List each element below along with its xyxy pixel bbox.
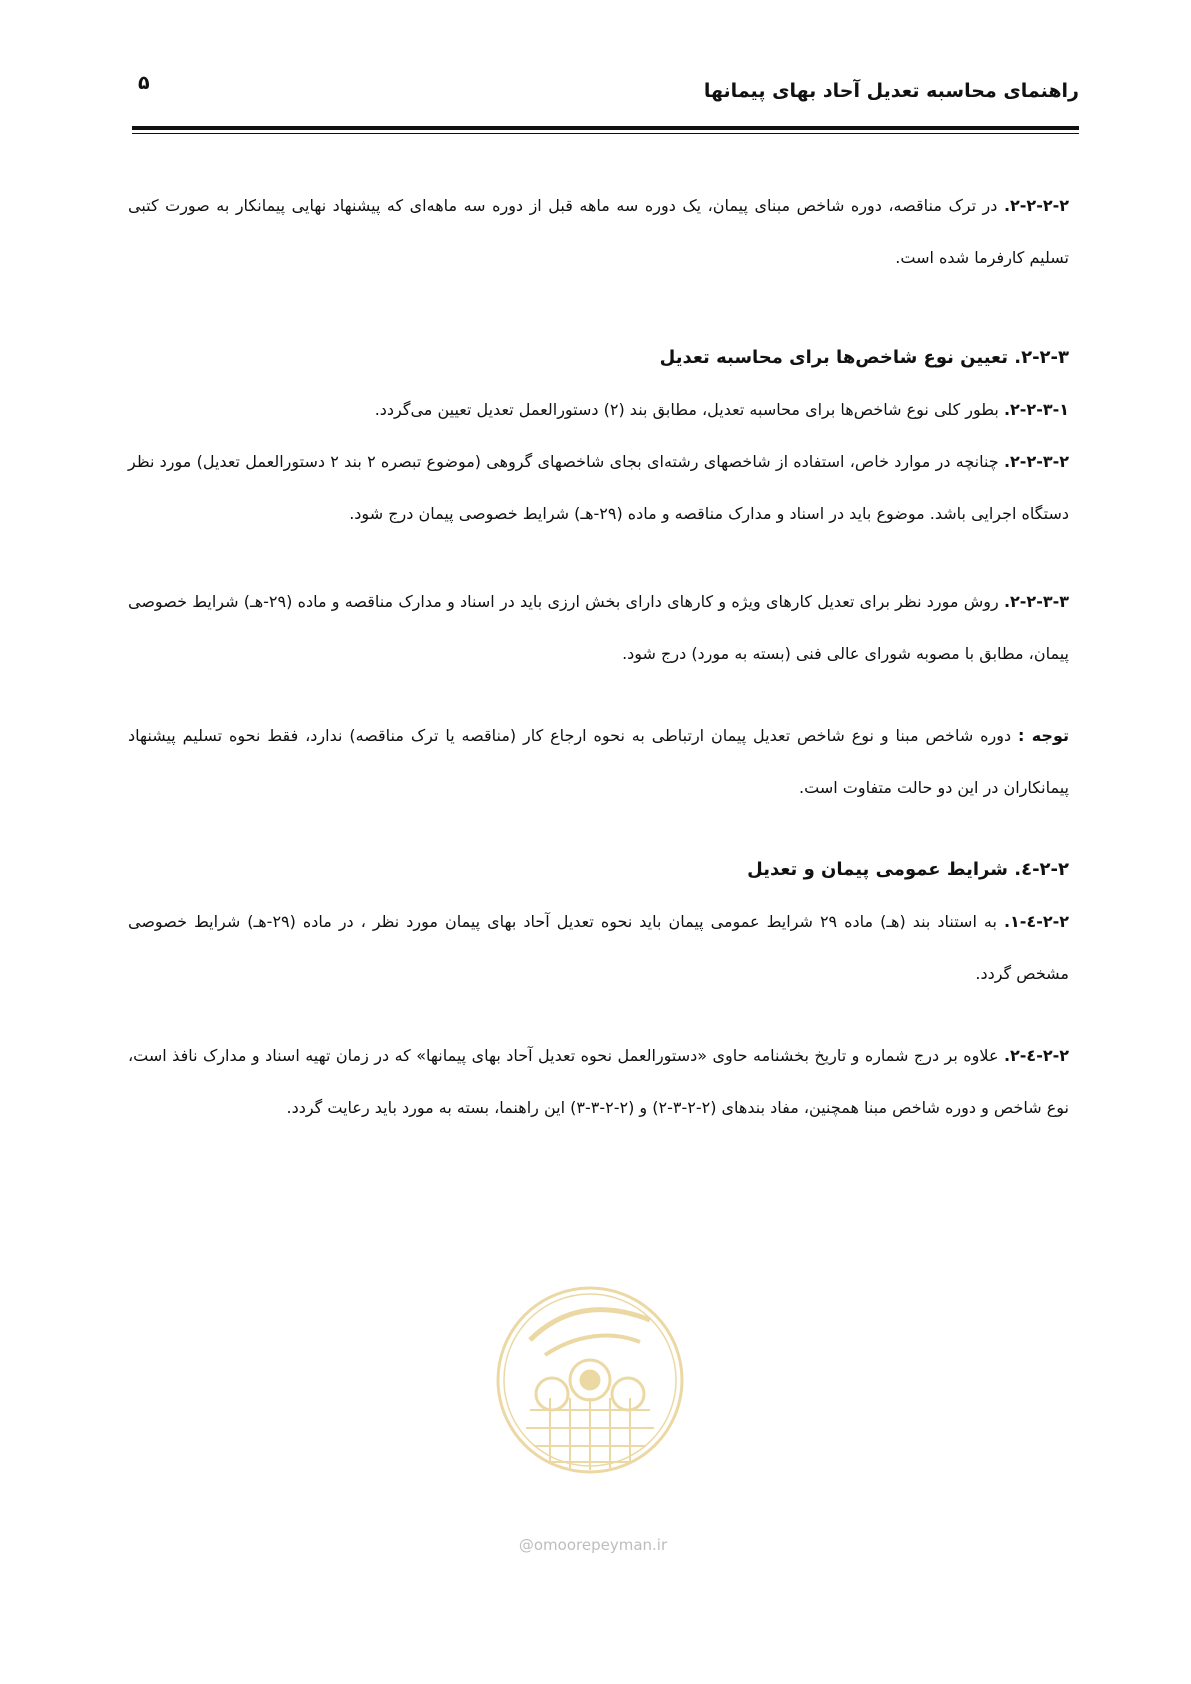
header-rule-thick [132, 126, 1079, 130]
clause-number: ۲-۲-٤-۱. [1003, 912, 1070, 931]
paragraph-2-2-2-2 [128, 180, 1069, 284]
clause-text: علاوه بر درج شماره و تاریخ بخشنامه حاوی «دستورالعمل نحوه تعدیل آحاد بهای پیمانها» که در زمان تهیه اسناد و مدارک نافذ است، نوع شاخص و دوره شاخص مبنا همچنین، مفاد بندهای (۲-۲-۳-۲) و (۲-۲-۳-۳) این راهنما، بسته به مورد باید رعایت گردد. [128, 1046, 1069, 1117]
section-heading-2-2-3: ۲-۲-۳. تعیین نوع شاخص‌ها برای محاسبه تعدیل [659, 347, 1069, 368]
clause-number: ۲-۲-۳-۱. [1003, 400, 1069, 419]
paragraph-2-2-3-1 [128, 384, 1069, 436]
header-title: راهنمای محاسبه تعدیل آحاد بهای پیمانها [703, 80, 1079, 102]
clause-text: به استناد بند (هـ) ماده ۲۹ شرایط عمومی پیمان باید نحوه تعدیل آحاد بهای پیمان مورد نظر ، در ماده (۲۹-هـ) شرایط خصوصی مشخص گردد. [128, 912, 1069, 983]
clause-number: ۲-۲-۳-۲. [1003, 452, 1070, 471]
section-heading-2-2-4: ۲-۲-٤. شرایط عمومی پیمان و تعدیل [747, 859, 1069, 880]
clause-text: چنانچه در موارد خاص، استفاده از شاخصهای رشته‌ای بجای شاخصهای گروهی (موضوع تبصره ۲ بند ۲ دستورالعمل تعدیل) مورد نظر دستگاه اجرایی باشد. موضوع باید در اسناد و مدارک مناقصه و ماده (۲۹-هـ) شرایط خصوصی پیمان درج شود. [128, 452, 1069, 523]
clause-number: ۲-۲-٤-۲. [1003, 1046, 1069, 1065]
paragraph-2-2-3-3 [128, 576, 1069, 680]
clause-number: ۲-۲-۳-۳. [1003, 592, 1069, 611]
clause-number: ۲-۲-۲-۲. [1003, 196, 1069, 215]
document-body [128, 180, 1069, 1134]
watermark-url: @omoorepeyman.ir [518, 1536, 668, 1554]
paragraph-2-2-4-1 [128, 896, 1069, 1000]
header-rule-thin [132, 133, 1079, 134]
note-text: دوره شاخص مبنا و نوع شاخص تعدیل پیمان ارتباطی به نحوه ارجاع کار (مناقصه یا ترک مناقصه) ندارد، فقط نحوه تسلیم پیشنهاد پیمانکاران در این دو حالت متفاوت است. [128, 726, 1069, 797]
watermark-logo [490, 1270, 690, 1500]
page-number: ۵ [138, 72, 150, 94]
paragraph-2-2-3-2 [128, 436, 1069, 540]
clause-text: روش مورد نظر برای تعدیل کارهای ویژه و کارهای دارای بخش ارزی باید در اسناد و مدارک مناقصه و ماده (۲۹-هـ) شرایط خصوصی پیمان، مطابق با مصوبه شورای عالی فنی (بسته به مورد) درج شود. [128, 592, 1069, 663]
clause-text: در ترک مناقصه، دوره شاخص مبنای پیمان، یک دوره سه ماهه قبل از دوره سه ماهه‌ای که پیشنهاد نهایی پیمانکار به صورت کتبی تسلیم کارفرما شده است. [128, 196, 1069, 267]
paragraph-2-2-4-2 [128, 1030, 1069, 1134]
note-paragraph [128, 710, 1069, 814]
clause-text: بطور کلی نوع شاخص‌ها برای محاسبه تعدیل، مطابق بند (۲) دستورالعمل تعدیل تعیین می‌گردد. [374, 400, 1004, 419]
note-label: توجه : [1017, 726, 1069, 745]
